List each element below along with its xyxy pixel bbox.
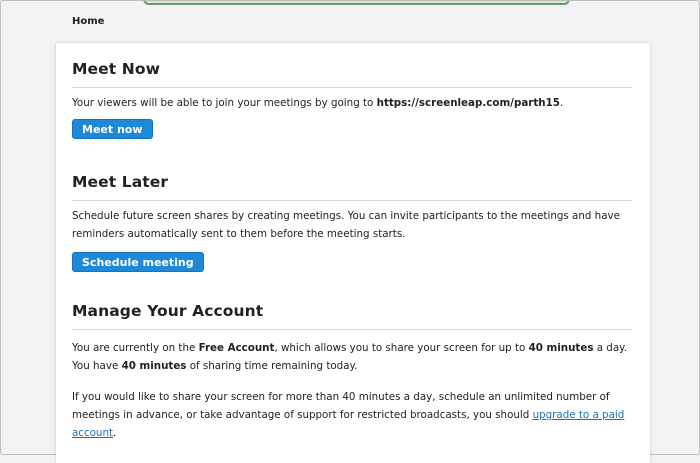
meet-now-section <box>72 60 632 139</box>
breadcrumb-home[interactable]: Home <box>72 16 105 27</box>
manage-account-section <box>72 302 632 442</box>
upgrade-period: . <box>113 427 117 439</box>
meet-now-button[interactable]: Meet now <box>72 119 153 139</box>
meet-later-description: Schedule future screen shares by creating meetings. You can invite participants to the meetings and have reminders automatically sent to them before the meeting starts. <box>72 210 620 240</box>
meet-url: https://screenleap.com/parth15 <box>376 97 560 109</box>
meet-now-heading: Meet Now <box>72 60 632 88</box>
meet-now-period: . <box>559 97 564 109</box>
account-text-4: of sharing time remaining today. <box>186 360 358 372</box>
account-text-2: , which allows you to share your screen for up to <box>274 342 529 354</box>
meet-now-description <box>72 94 632 112</box>
account-text-3: a day. You have <box>72 342 628 372</box>
manage-account-heading: Manage Your Account <box>72 302 632 330</box>
schedule-meeting-button[interactable]: Schedule meeting <box>72 252 204 272</box>
remaining-time: 40 minutes <box>121 360 187 372</box>
account-text-1: You are currently on the <box>72 342 199 354</box>
account-status-text <box>72 339 632 375</box>
meet-now-text: Your viewers will be able to join your meetings by going to <box>72 97 377 109</box>
upgrade-link[interactable]: upgrade to a paid account <box>72 409 625 439</box>
plan-name: Free Account <box>198 342 275 354</box>
daily-limit: 40 minutes <box>528 342 594 354</box>
meet-later-section <box>72 173 632 272</box>
upgrade-description: If you would like to share your screen for more than 40 minutes a day, schedule an unlimited number of meetings in advance, or take advantage of support for restricted broadcasts, you should <box>72 391 610 421</box>
meet-later-heading: Meet Later <box>72 173 632 201</box>
top-banner <box>143 0 570 5</box>
upgrade-text <box>72 388 632 442</box>
main-card <box>56 43 650 463</box>
